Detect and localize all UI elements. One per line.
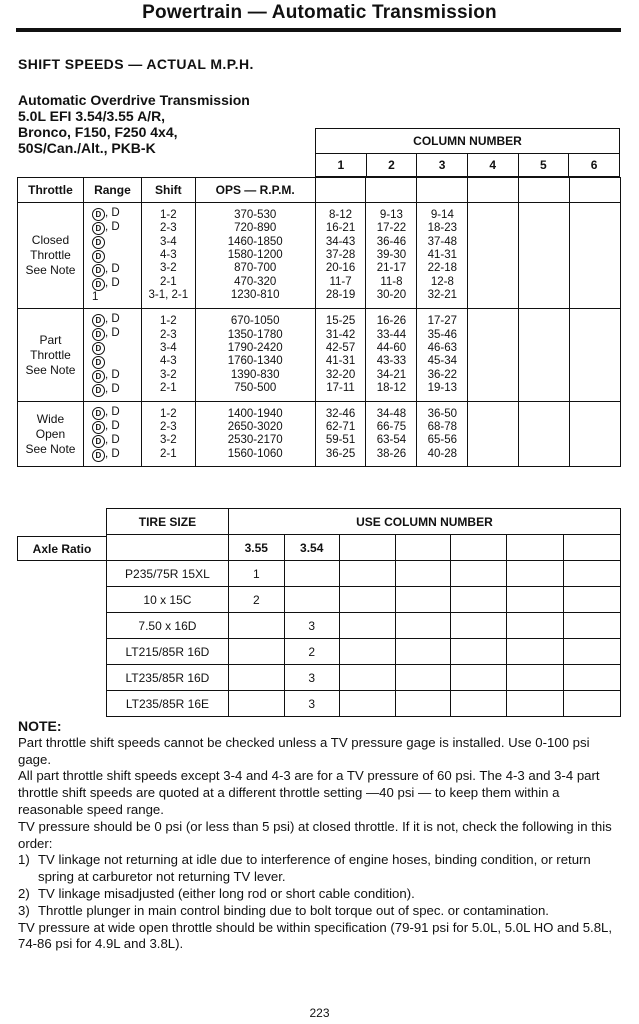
ratio-354: 3.54	[284, 535, 339, 561]
speed-value: 30-20	[376, 288, 407, 301]
throttle-label: See Note	[25, 362, 76, 377]
shift-value: 3-4	[160, 342, 177, 354]
rpm-value: 1580-1200	[227, 249, 283, 261]
empty-column-cell	[339, 587, 395, 613]
speed-value: 36-25	[325, 447, 356, 460]
rpm-cell	[195, 402, 315, 467]
column-3-cell	[417, 203, 468, 309]
throttle-cell	[18, 402, 84, 467]
column-1-cell	[315, 402, 366, 467]
range-value: D , D	[92, 383, 141, 397]
throttle-cell	[18, 309, 84, 402]
column-1-cell	[315, 203, 366, 309]
speed-value: 68-78	[427, 421, 458, 433]
rpm-cell	[195, 203, 315, 309]
speed-value: 42-57	[325, 342, 356, 354]
circled-d-symbol: D	[92, 236, 105, 249]
header-throttle: Throttle	[18, 178, 84, 203]
title-rule	[16, 28, 621, 32]
column-3-cell	[417, 402, 468, 467]
use-column-header: USE COLUMN NUMBER	[228, 509, 620, 535]
note-list-item	[18, 886, 623, 903]
speed-value: 16-26	[376, 315, 407, 328]
empty-column-cell	[451, 639, 507, 665]
throttle-label: Part	[39, 332, 62, 347]
range-cell	[83, 309, 141, 402]
speed-value: 34-48	[376, 407, 407, 420]
note-item-text: TV linkage misadjusted (either long rod or short cable condition).	[38, 885, 415, 901]
empty-column-cell	[564, 639, 621, 665]
page-number: 223	[309, 1006, 330, 1020]
rpm-value: 370-530	[234, 209, 277, 222]
shift-group-row	[18, 203, 621, 309]
shift-cell	[141, 309, 195, 402]
column-1-cell	[315, 309, 366, 402]
shift-group-row	[18, 309, 621, 402]
circled-d-symbol: D	[92, 421, 105, 434]
column-number-cell: 4	[467, 154, 518, 177]
rpm-value: 1460-1850	[227, 235, 283, 248]
speed-value: 20-16	[325, 262, 356, 275]
ratio-355-cell	[228, 639, 284, 665]
shift-value: 3-2	[160, 368, 177, 381]
speed-value: 39-30	[376, 249, 407, 261]
speed-value: 36-46	[376, 235, 407, 248]
speed-value: 62-71	[325, 421, 356, 433]
speed-value: 16-21	[325, 222, 356, 235]
speed-value: 40-28	[427, 447, 458, 460]
speed-value: 41-31	[325, 355, 356, 368]
rpm-value: 720-890	[234, 222, 277, 235]
range-value: D , D	[92, 448, 141, 462]
range-cell	[83, 203, 141, 309]
page-title: Powertrain — Automatic Transmission	[142, 2, 497, 23]
note-item-number: 3)	[18, 902, 30, 918]
column-number-cell: 3	[417, 154, 468, 177]
ratio-355: 3.55	[228, 535, 284, 561]
speed-value: 28-19	[325, 288, 356, 301]
shift-value: 4-3	[160, 249, 177, 261]
header-range: Range	[83, 178, 141, 203]
header-shift: Shift	[141, 178, 195, 203]
ratio-354-cell: 2	[284, 639, 339, 665]
tire-size-cell: 7.50 x 16D	[107, 613, 229, 639]
shift-value: 4-3	[160, 355, 177, 368]
note-list-item	[18, 903, 623, 920]
range-value: D , D	[92, 434, 141, 448]
range-value: D , D	[92, 221, 141, 235]
shift-value: 2-3	[160, 222, 177, 235]
empty-column-cell	[507, 561, 564, 587]
throttle-label: Closed	[31, 233, 70, 248]
empty-column-cell	[339, 665, 395, 691]
empty-column-cell	[507, 691, 564, 717]
note-paragraph: TV pressure at wide open throttle should be within specification (79-91 psi for 5.0L, 5.0L HO and 5.8L, 74-86 psi for 4.9L and 3.8L).	[18, 919, 613, 952]
tire-size-cell: LT215/85R 16D	[107, 639, 229, 665]
rpm-value: 1760-1340	[227, 355, 283, 368]
rpm-value: 1230-810	[230, 288, 280, 301]
speed-value: 11-8	[380, 275, 403, 288]
shift-value: 2-1	[160, 275, 177, 288]
circled-d-symbol: D	[92, 342, 105, 355]
ratio-354-cell: 3	[284, 691, 339, 717]
tire-size-cell: LT235/85R 16E	[107, 691, 229, 717]
empty-column-cell	[339, 691, 395, 717]
empty-column-cell	[395, 639, 451, 665]
speed-value: 11-7	[329, 275, 352, 288]
speed-value: 38-26	[376, 447, 407, 460]
rpm-value: 1400-1940	[227, 407, 283, 420]
empty-column-cell	[451, 665, 507, 691]
desc-line: 5.0L EFI 3.54/3.55 A/R,	[18, 108, 166, 124]
speed-value: 17-11	[326, 381, 355, 394]
rpm-value: 1790-2420	[227, 342, 283, 354]
ratio-355-cell	[228, 691, 284, 717]
throttle-label: See Note	[25, 263, 76, 278]
column-2-cell	[366, 309, 417, 402]
speed-value: 12-8	[430, 275, 454, 288]
speed-value: 8-12	[329, 209, 353, 222]
range-value: D , D	[92, 420, 141, 434]
range-value: D , D	[92, 207, 141, 221]
tire-row	[107, 587, 621, 613]
shift-value: 1-2	[160, 407, 177, 420]
speed-value: 43-33	[376, 355, 407, 368]
notes-section	[18, 718, 623, 953]
throttle-label: Throttle	[30, 347, 71, 362]
note-item-number: 1)	[18, 852, 30, 868]
empty-column-cell	[395, 665, 451, 691]
ratio-354-cell	[284, 587, 339, 613]
range-value: D , D	[92, 277, 141, 291]
speed-value: 9-14	[430, 209, 454, 222]
header-rpm: OPS — R.P.M.	[195, 178, 315, 203]
range-value: D , D	[92, 369, 141, 383]
section-heading: SHIFT SPEEDS — ACTUAL M.P.H.	[18, 56, 254, 72]
shift-value: 3-4	[160, 235, 177, 248]
speed-value: 32-46	[325, 407, 356, 420]
range-value	[92, 341, 141, 355]
rpm-value: 870-700	[234, 262, 277, 275]
ratio-355-cell	[228, 613, 284, 639]
circled-d-symbol: D	[92, 384, 105, 397]
speed-value: 37-48	[427, 235, 458, 248]
empty-column-cell	[564, 587, 621, 613]
empty-column-cell	[564, 665, 621, 691]
speed-value: 32-20	[325, 368, 356, 381]
tire-row	[107, 561, 621, 587]
shift-value: 1-2	[160, 315, 177, 328]
note-list-item	[18, 852, 623, 886]
rpm-value: 1560-1060	[227, 447, 283, 460]
empty-column-cell	[519, 309, 570, 402]
circled-d-symbol: D	[92, 407, 105, 420]
axle-ratio-label: Axle Ratio	[17, 536, 106, 561]
speed-value: 63-54	[376, 434, 407, 447]
shift-value: 2-3	[160, 421, 177, 433]
empty-column-cell	[451, 561, 507, 587]
ratio-354-cell	[284, 561, 339, 587]
speed-value: 34-43	[325, 235, 356, 248]
range-value: D , D	[92, 327, 141, 341]
empty-column-cell	[395, 561, 451, 587]
empty-column-cell	[451, 691, 507, 717]
range-cell	[83, 402, 141, 467]
speed-value: 22-18	[427, 262, 458, 275]
tire-row	[107, 665, 621, 691]
note-item-number: 2)	[18, 885, 30, 901]
note-paragraph: All part throttle shift speeds except 3-4 and 4-3 are for a TV pressure of 60 psi. The 4-3 and 3-4 part throttle shift speeds are quoted at a different throttle setting —40 psi — to keep them within a reasonable speed range.	[18, 768, 600, 817]
ratio-354-cell: 3	[284, 613, 339, 639]
empty-column-cell	[468, 309, 519, 402]
speed-value: 17-27	[427, 315, 458, 328]
circled-d-symbol: D	[92, 222, 105, 235]
empty-column-cell	[339, 639, 395, 665]
circled-d-symbol: D	[92, 356, 105, 369]
circled-d-symbol: D	[92, 370, 105, 383]
tire-row	[107, 639, 621, 665]
tire-size-cell: P235/75R 15XL	[107, 561, 229, 587]
speed-value: 36-50	[427, 407, 458, 420]
column-3-cell	[417, 309, 468, 402]
empty-column-cell	[564, 561, 621, 587]
empty-column-cell	[507, 639, 564, 665]
circled-d-symbol: D	[92, 250, 105, 263]
empty-column-cell	[564, 691, 621, 717]
tire-size-cell: LT235/85R 16D	[107, 665, 229, 691]
empty-column-cell	[507, 613, 564, 639]
ratio-355-cell: 1	[228, 561, 284, 587]
column-number-table	[315, 128, 620, 177]
shift-cell	[141, 203, 195, 309]
speed-value: 44-60	[376, 342, 407, 354]
range-value	[92, 249, 141, 263]
empty-column-cell	[339, 613, 395, 639]
speed-value: 9-13	[379, 209, 403, 222]
circled-d-symbol: D	[92, 314, 105, 327]
throttle-label: Wide	[36, 411, 65, 426]
shift-value: 3-2	[160, 434, 177, 447]
shift-value: 2-1	[160, 381, 177, 394]
desc-line: 50S/Can./Alt., PKB-K	[18, 140, 156, 156]
empty-column-cell	[570, 402, 621, 467]
speed-value: 34-21	[376, 368, 407, 381]
speed-value: 18-23	[427, 222, 458, 235]
shift-groups	[18, 203, 621, 467]
rpm-value: 670-1050	[230, 315, 280, 328]
circled-d-symbol: D	[92, 449, 105, 462]
empty-column-cell	[451, 587, 507, 613]
desc-line: Automatic Overdrive Transmission	[18, 92, 250, 108]
transmission-description	[18, 92, 250, 156]
circled-d-symbol: D	[92, 208, 105, 221]
range-value: D , D	[92, 406, 141, 420]
shift-group-row	[18, 402, 621, 467]
shift-value: 2-1	[160, 447, 177, 460]
speed-value: 21-17	[376, 262, 407, 275]
empty-column-cell	[519, 402, 570, 467]
shift-cell	[141, 402, 195, 467]
empty-column-cell	[339, 561, 395, 587]
rpm-value: 1390-830	[230, 368, 280, 381]
circled-d-symbol: D	[92, 435, 105, 448]
shift-speed-table	[17, 177, 621, 467]
empty-column-cell	[507, 665, 564, 691]
speed-value: 46-63	[427, 342, 458, 354]
rpm-value: 1350-1780	[227, 328, 283, 341]
shift-value: 2-3	[160, 328, 177, 341]
notes-title: NOTE:	[18, 718, 62, 734]
circled-d-symbol: D	[92, 278, 105, 291]
empty-column-cell	[395, 613, 451, 639]
range-value: D , D	[92, 313, 141, 327]
rpm-value: 470-320	[234, 275, 277, 288]
speed-value: 65-56	[427, 434, 458, 447]
ratio-355-cell: 2	[228, 587, 284, 613]
tire-row	[107, 691, 621, 717]
tire-rows	[107, 561, 621, 717]
column-number-cell: 5	[518, 154, 569, 177]
tire-size-header: TIRE SIZE	[107, 509, 229, 535]
column-number-cell: 1	[316, 154, 367, 177]
column-number-label: COLUMN NUMBER	[316, 129, 620, 154]
note-item-text: TV linkage not returning at idle due to interference of engine hoses, binding condition, or return spring at carburetor not returning TV lever.	[38, 852, 591, 885]
circled-d-symbol: D	[92, 264, 105, 277]
throttle-cell	[18, 203, 84, 309]
column-number-cell: 2	[366, 154, 417, 177]
speed-value: 32-21	[427, 288, 458, 301]
empty-column-cell	[468, 402, 519, 467]
rpm-value: 2530-2170	[227, 434, 283, 447]
tire-row	[107, 613, 621, 639]
empty-column-cell	[395, 691, 451, 717]
shift-value: 1-2	[160, 209, 177, 222]
speed-value: 31-42	[325, 328, 356, 341]
speed-value: 17-22	[376, 222, 407, 235]
speed-value: 18-12	[376, 381, 407, 394]
speed-value: 33-44	[376, 328, 407, 341]
empty-column-cell	[451, 613, 507, 639]
empty-column-cell	[519, 203, 570, 309]
note-paragraph: TV pressure should be 0 psi (or less than 5 psi) at closed throttle. If it is not, check the following in this order:	[18, 818, 612, 851]
empty-column-cell	[468, 203, 519, 309]
range-value: 1	[91, 291, 99, 303]
tire-size-table	[106, 508, 621, 717]
circled-d-symbol: D	[92, 328, 105, 341]
rpm-cell	[195, 309, 315, 402]
empty-column-cell	[570, 203, 621, 309]
throttle-label: See Note	[25, 441, 76, 456]
shift-value: 3-1, 2-1	[148, 288, 189, 301]
speed-value: 37-28	[325, 249, 356, 261]
range-value: D , D	[92, 263, 141, 277]
empty-column-cell	[395, 587, 451, 613]
empty-column-cell	[570, 309, 621, 402]
note-paragraph: Part throttle shift speeds cannot be checked unless a TV pressure gage is installed. Use 0-100 psi gage.	[18, 734, 590, 767]
speed-value: 19-13	[427, 381, 458, 394]
throttle-label: Open	[35, 426, 66, 441]
speed-value: 36-22	[427, 368, 458, 381]
rpm-value: 2650-3020	[227, 421, 283, 433]
desc-line: Bronco, F150, F250 4x4,	[18, 124, 178, 140]
speed-value: 45-34	[427, 355, 458, 368]
column-2-cell	[366, 203, 417, 309]
throttle-label: Throttle	[30, 248, 71, 263]
speed-value: 66-75	[376, 421, 407, 433]
speed-value: 41-31	[427, 249, 458, 261]
rpm-value: 750-500	[234, 381, 277, 394]
column-number-cell: 6	[569, 154, 620, 177]
range-value	[92, 355, 141, 369]
speed-value: 35-46	[427, 328, 458, 341]
tire-size-cell: 10 x 15C	[107, 587, 229, 613]
ratio-355-cell	[228, 665, 284, 691]
note-item-text: Throttle plunger in main control binding due to bolt torque out of spec. or contamination.	[38, 902, 549, 918]
speed-value: 15-25	[325, 315, 356, 328]
shift-value: 3-2	[160, 262, 177, 275]
range-value	[92, 235, 141, 249]
speed-value: 59-51	[325, 434, 356, 447]
ratio-354-cell: 3	[284, 665, 339, 691]
column-2-cell	[366, 402, 417, 467]
empty-column-cell	[564, 613, 621, 639]
empty-column-cell	[507, 587, 564, 613]
